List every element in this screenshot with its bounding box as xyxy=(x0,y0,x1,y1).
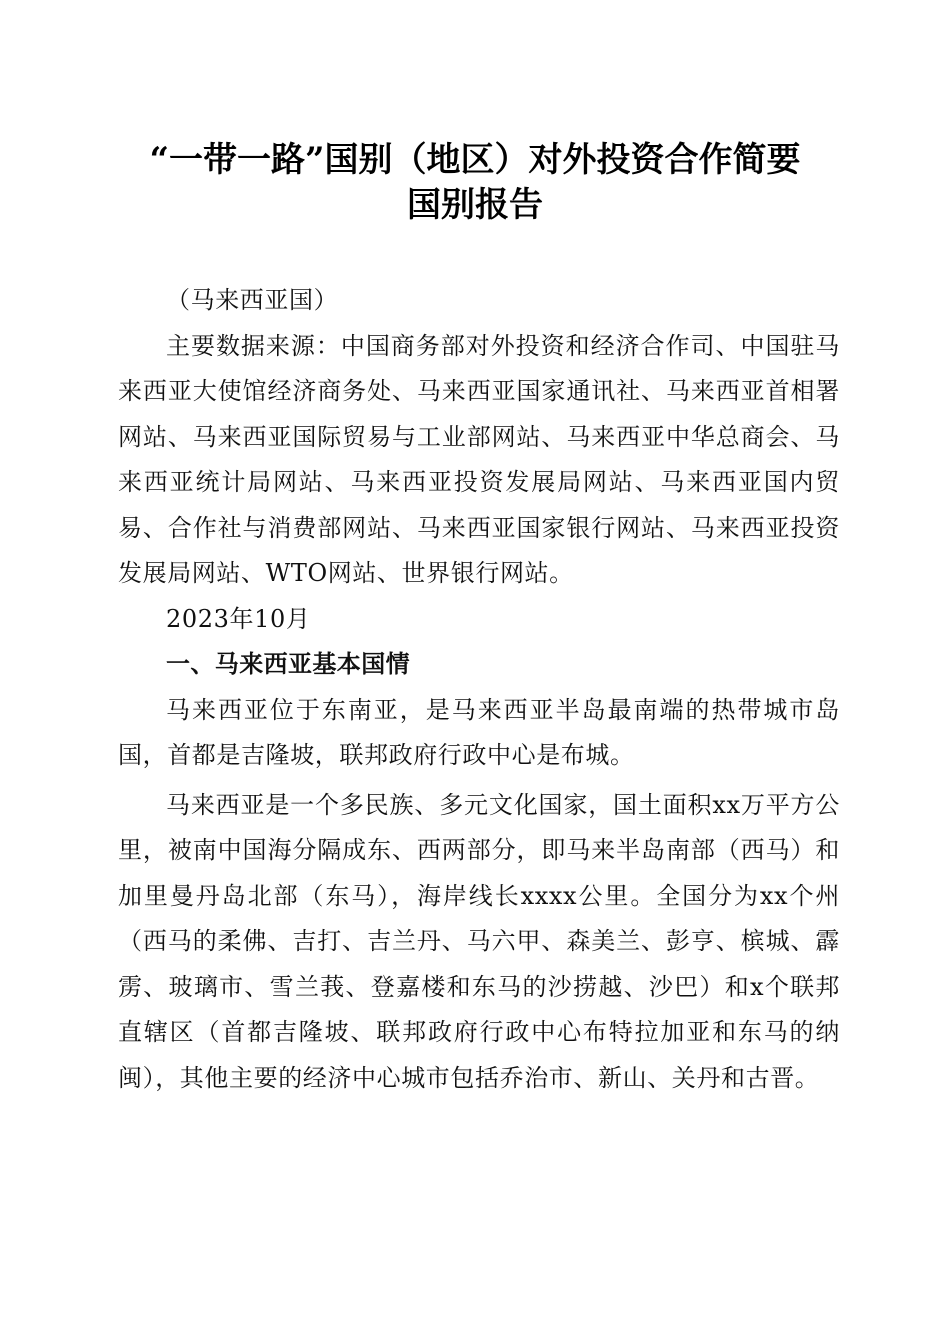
section-heading: 一、马来西亚基本国情 xyxy=(166,650,410,678)
document-title-line-1: “一带一路”国别（地区）对外投资合作简要 xyxy=(149,140,801,180)
document-body xyxy=(118,278,840,1101)
body-paragraph: 马来西亚是一个多民族、多元文化国家，国土面积xx万平方公里，被南中国海分隔成东、西两部分，即马来半岛南部（西马）和加里曼丹岛北部（东马），海岸线长xxxx公里。全国分为xx个州（西马的柔佛、吉打、吉兰丹、马六甲、森美兰、彭亨、槟城、霹雳、玻璃市、雪兰莪、登嘉楼和东马的沙捞越、沙巴）和x个联邦直辖区（首都吉隆坡、联邦政府行政中心布特拉加亚和东马的纳闽），其他主要的经济中心城市包括乔治市、新山、关丹和古晋。 xyxy=(118,790,840,1092)
report-date: 2023年10月 xyxy=(166,604,311,633)
document-title-line-2: 国别报告 xyxy=(407,185,543,225)
data-sources-paragraph: 主要数据来源：中国商务部对外投资和经济合作司、中国驻马来西亚大使馆经济商务处、马来西亚国家通讯社、马来西亚首相署网站、马来西亚国际贸易与工业部网站、马来西亚中华总商会、马来西亚统计局网站、马来西亚投资发展局网站、马来西亚国内贸易、合作社与消费部网站、马来西亚国家银行网站、马来西亚投资发展局网站、WTO网站、世界银行网站。 xyxy=(118,331,840,587)
country-label: （马来西亚国） xyxy=(166,286,339,314)
body-paragraph: 马来西亚位于东南亚，是马来西亚半岛最南端的热带城市岛国，首都是吉隆坡，联邦政府行政中心是布城。 xyxy=(118,695,840,769)
